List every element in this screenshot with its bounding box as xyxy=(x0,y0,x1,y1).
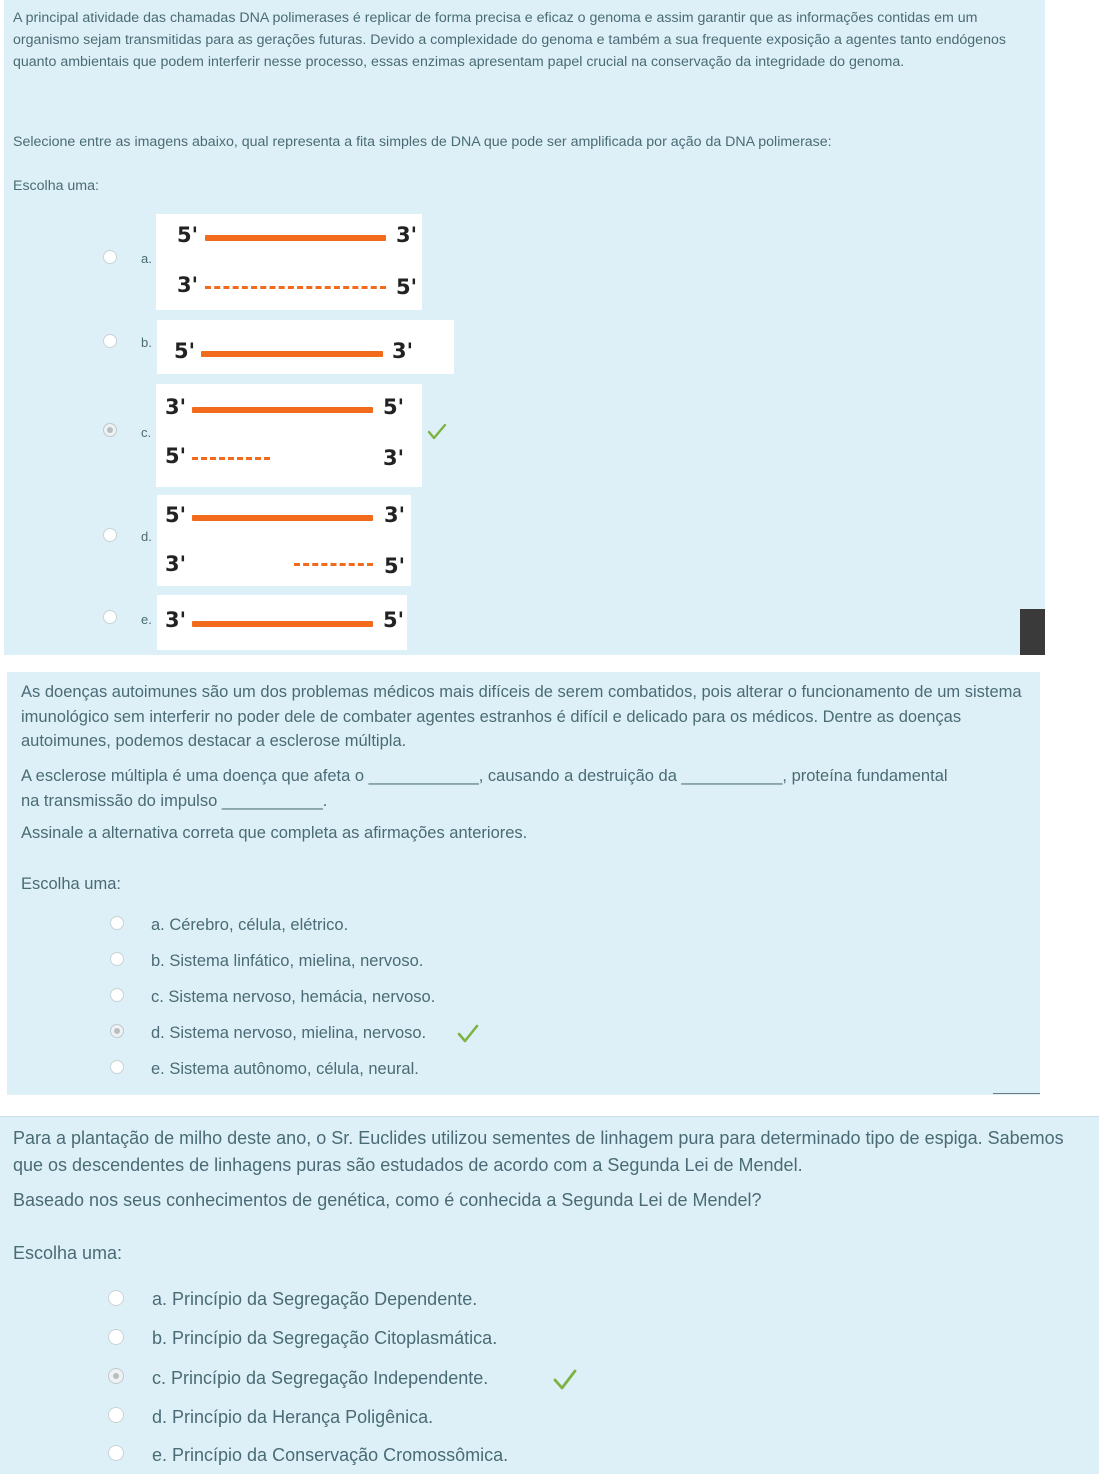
strand-label: 3' xyxy=(165,395,187,419)
strand-label: 3' xyxy=(384,503,406,527)
template-strand xyxy=(201,351,383,357)
template-strand xyxy=(192,621,373,627)
strand-label: 5' xyxy=(383,395,405,419)
correct-check-icon xyxy=(427,423,447,441)
q2-option-b-label[interactable]: b. Sistema linfático, mielina, nervoso. xyxy=(151,952,424,970)
q1-question: Selecione entre as imagens abaixo, qual representa a fita simples de DNA que pode ser amplificada por ação da DNA polimerase: xyxy=(13,134,832,150)
q1-option-c-letter: c. xyxy=(141,425,152,440)
q2-paragraph-intro: As doenças autoimunes são um dos problemas médicos mais difíceis de serem combatidos, pois alterar o funcionamento de um sistema imunológico sem interferir no poder dele de combater agentes estranhos é difícil e delicado para os médicos. Dentre as doenças autoimunes, podemos destacar a esclerose múltipla. xyxy=(21,683,1022,750)
strand-label: 3' xyxy=(165,608,187,632)
q1-option-c-image[interactable] xyxy=(156,384,422,487)
q1-option-b-radio[interactable] xyxy=(103,334,117,348)
strand-label: 5' xyxy=(174,339,196,363)
q1-choose-label: Escolha uma: xyxy=(13,178,99,194)
q3-paragraph-question: Baseado nos seus conhecimentos de genética, como é conhecida a Segunda Lei de Mendel? xyxy=(13,1190,762,1210)
q3-paragraph-intro: Para a plantação de milho deste ano, o Sr. Euclides utilizou sementes de linhagem pura para determinado tipo de espiga. Sabemos que os descendentes de linhagens puras são estudados de acordo com a Segunda Lei de Mendel. xyxy=(13,1128,1064,1175)
strand-label: 5' xyxy=(384,554,406,578)
primer-strand xyxy=(205,286,386,289)
q2-choose-label: Escolha uma: xyxy=(21,875,121,893)
q3-option-b-label[interactable]: b. Princípio da Segregação Citoplasmática. xyxy=(152,1328,498,1348)
q1-option-a-letter: a. xyxy=(141,251,152,266)
q2-paragraph-instruction: Assinale a alternativa correta que completa as afirmações anteriores. xyxy=(21,824,528,842)
template-strand xyxy=(205,235,386,241)
strand-label: 3' xyxy=(165,552,187,576)
q3-option-a-label[interactable]: a. Princípio da Segregação Dependente. xyxy=(152,1289,478,1309)
q3-option-a-radio[interactable] xyxy=(108,1290,124,1306)
question-2-panel xyxy=(7,672,1040,1095)
primer-strand xyxy=(192,457,270,460)
q3-option-d-label[interactable]: d. Princípio da Herança Poligênica. xyxy=(152,1407,434,1427)
q3-option-b-radio[interactable] xyxy=(108,1329,124,1345)
strand-label: 5' xyxy=(165,444,187,468)
question-3-panel xyxy=(0,1116,1099,1474)
template-strand xyxy=(192,515,373,521)
strand-label: 5' xyxy=(165,503,187,527)
q1-option-b-image[interactable] xyxy=(157,320,454,374)
q1-option-c-radio[interactable] xyxy=(103,423,117,437)
q1-option-d-radio[interactable] xyxy=(103,528,117,542)
strand-label: 3' xyxy=(392,339,414,363)
q1-option-a-image[interactable] xyxy=(156,214,422,310)
correct-check-icon xyxy=(457,1024,479,1044)
strand-label: 3' xyxy=(383,446,405,470)
strand-label: 5' xyxy=(383,608,405,632)
q1-option-e-radio[interactable] xyxy=(103,610,117,624)
q2-option-a-label[interactable]: a. Cérebro, célula, elétrico. xyxy=(151,916,349,934)
q2-option-a-radio[interactable] xyxy=(110,916,124,930)
strand-label: 5' xyxy=(396,275,418,299)
q2-option-c-radio[interactable] xyxy=(110,988,124,1002)
q1-option-e-image[interactable] xyxy=(157,595,407,650)
divider xyxy=(993,1093,1040,1094)
q1-option-a-radio[interactable] xyxy=(103,250,117,264)
strand-label: 5' xyxy=(177,223,199,247)
question-1-panel xyxy=(4,0,1045,655)
q2-option-d-radio[interactable] xyxy=(110,1024,124,1038)
strand-label: 3' xyxy=(396,223,418,247)
q3-choose-label: Escolha uma: xyxy=(13,1243,123,1263)
q1-option-b-letter: b. xyxy=(141,335,152,350)
q2-option-e-label[interactable]: e. Sistema autônomo, célula, neural. xyxy=(151,1060,419,1078)
q3-option-e-radio[interactable] xyxy=(108,1445,124,1461)
correct-check-icon xyxy=(553,1369,577,1391)
q2-option-c-label[interactable]: c. Sistema nervoso, hemácia, nervoso. xyxy=(151,988,436,1006)
template-strand xyxy=(192,407,373,413)
strand-label: 3' xyxy=(177,273,199,297)
q3-option-e-label[interactable]: e. Princípio da Conservação Cromossômica. xyxy=(152,1445,509,1465)
primer-strand xyxy=(294,563,373,566)
q1-option-d-letter: d. xyxy=(141,529,152,544)
q2-option-b-radio[interactable] xyxy=(110,952,124,966)
q3-option-c-label[interactable]: c. Princípio da Segregação Independente. xyxy=(152,1368,489,1388)
q1-option-d-image[interactable] xyxy=(157,495,411,586)
q3-option-d-radio[interactable] xyxy=(108,1407,124,1423)
q2-option-e-radio[interactable] xyxy=(110,1060,124,1074)
q1-paragraph: A principal atividade das chamadas DNA polimerases é replicar de forma precisa e eficaz o genoma e assim garantir que as informações contidas em um organismo sejam transmitidas para as gerações futuras. Devido a complexidade do genoma e também a sua frequente exposição a agentes tanto endógenos quanto ambientais que podem interferir nesse processo, essas enzimas apresentam papel crucial na conservação da integridade do genoma. xyxy=(13,10,1006,70)
q1-option-e-letter: e. xyxy=(141,612,152,627)
q2-paragraph-blanks: A esclerose múltipla é uma doença que afeta o ____________, causando a destruição da ___________, proteína fundamental na transmissão do impulso ___________. xyxy=(21,767,948,810)
q2-option-d-label[interactable]: d. Sistema nervoso, mielina, nervoso. xyxy=(151,1024,427,1042)
side-navigation-tab[interactable] xyxy=(1020,609,1045,655)
q3-option-c-radio[interactable] xyxy=(108,1368,124,1384)
